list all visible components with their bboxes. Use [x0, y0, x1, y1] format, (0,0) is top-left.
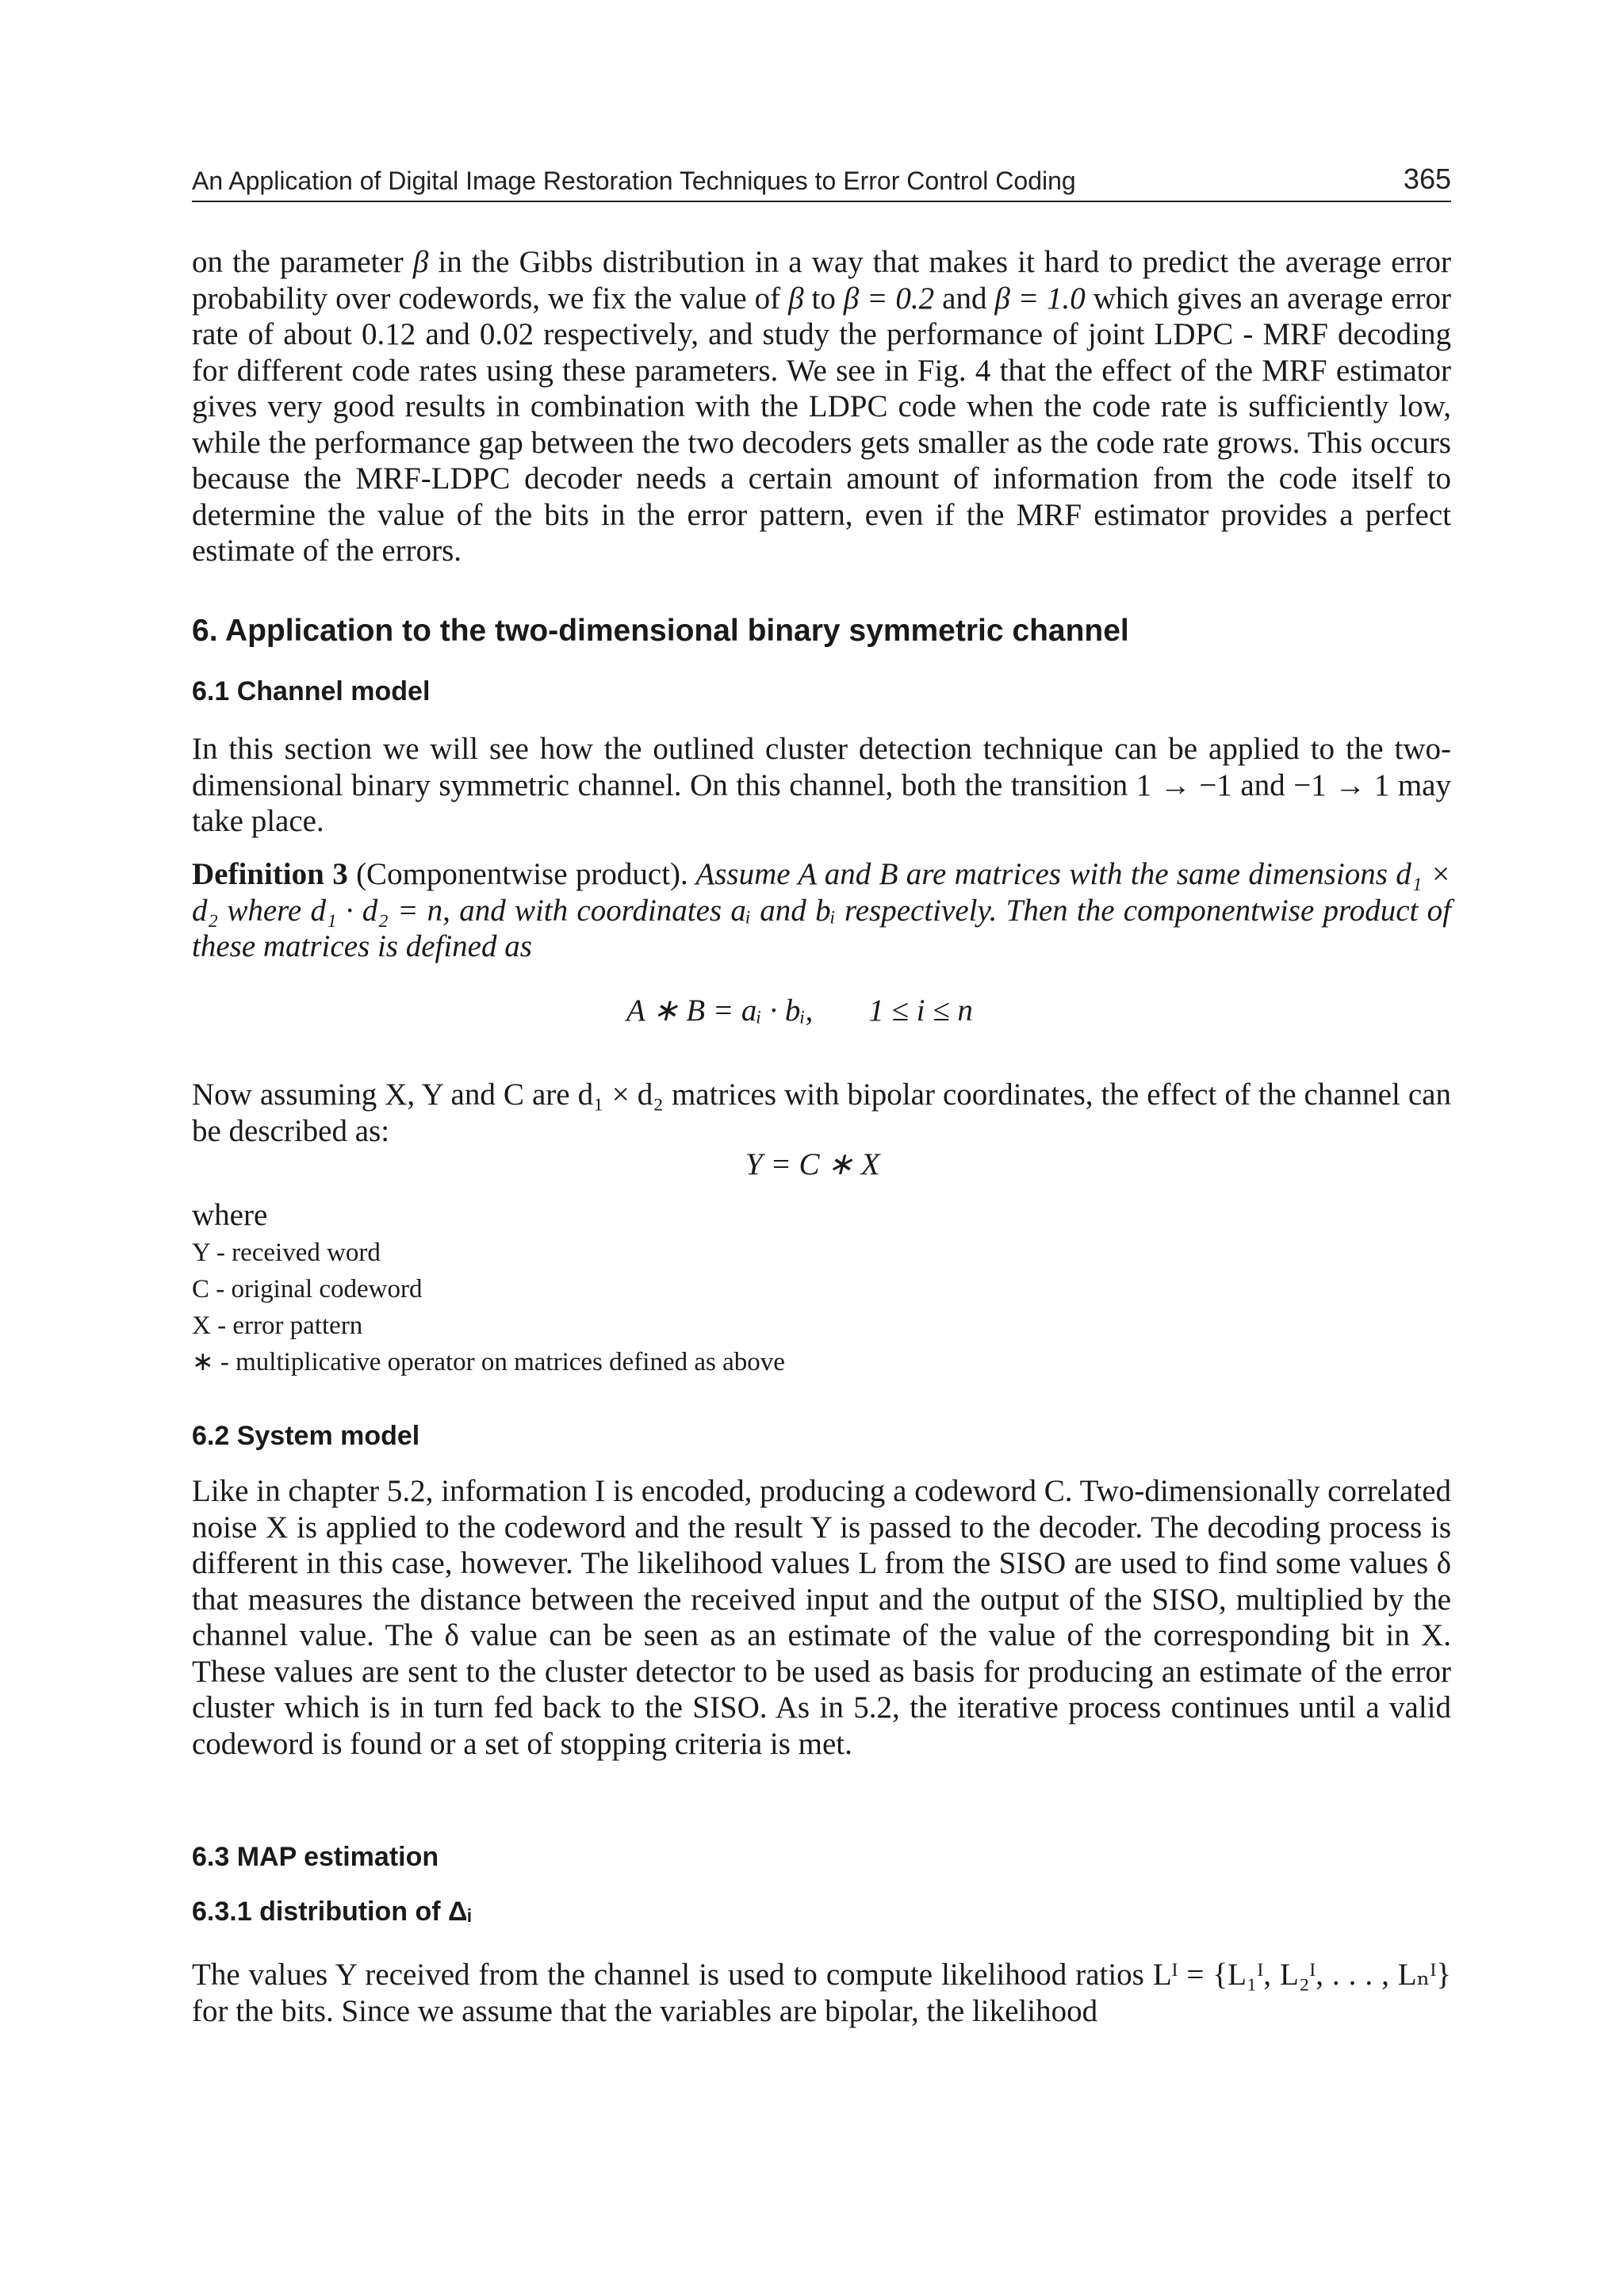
- section-heading-6: 6. Application to the two-dimensional binary symmetric channel: [192, 614, 1129, 648]
- section-heading-6-1: 6.1 Channel model: [192, 676, 431, 706]
- paragraph-system-model: Like in chapter 5.2, information I is encoded, producing a codeword C. Two-dimensionally correlated noise X is applied to the codeword and the result Y is passed to the decoder. The decoding process is different in this case, however. The likelihood values L from the SISO are used to find some values δ that measures the distance between the received input and the output of the SISO, multiplied by the channel value. The δ value can be seen as an estimate of the value of the corresponding bit in X. These values are sent to the cluster detector to be used as basis for producing an estimate of the error cluster which is in turn fed back to the SISO. As in 5.2, the iterative process continues until a valid codeword is found or a set of stopping criteria is met.: [192, 1474, 1451, 1761]
- where-item: ∗ - multiplicative operator on matrices defined as above: [192, 1348, 785, 1376]
- section-heading-6-3-1: 6.3.1 distribution of Δᵢ: [192, 1897, 472, 1927]
- running-header: [192, 163, 1451, 202]
- paragraph-channel-intro: In this section we will see how the outlined cluster detection technique can be applied to the two-dimensional binary symmetric channel. On this channel, both the transition 1 → −1 and −1 → 1 may take place.: [192, 732, 1451, 838]
- running-title: An Application of Digital Image Restoration Techniques to Error Control Coding: [192, 167, 1076, 195]
- section-heading-6-3: 6.3 MAP estimation: [192, 1842, 439, 1872]
- definition-label: Definition 3: [192, 857, 348, 891]
- equation-channel: Y = C ∗ X: [745, 1147, 880, 1181]
- where-item: C - original codeword: [192, 1275, 423, 1303]
- section-heading-6-2: 6.2 System model: [192, 1421, 420, 1451]
- page-number: 365: [1403, 163, 1451, 195]
- equation-componentwise-product: A ∗ B = aᵢ · bᵢ, 1 ≤ i ≤ n: [626, 993, 973, 1028]
- paragraph-distribution: The values Y received from the channel is used to compute likelihood ratios Lᴵ = {L₁ᴵ, L₂ᴵ, . . . , Lₙᴵ} for the bits. Since we assume that the variables are bipolar, the likelihood: [192, 1958, 1451, 2028]
- where-item: X - error pattern: [192, 1311, 363, 1340]
- where-item: Y - received word: [192, 1238, 381, 1267]
- where-label: where: [192, 1198, 268, 1232]
- paragraph-mrf-results: on the parameter β in the Gibbs distribution in a way that makes it hard to predict the average error probability over codewords, we fix the value of β to β = 0.2 and β = 1.0 which gives an average error rate of about 0.12 and 0.02 respectively, and study the performance of joint LDPC - MRF decoding for different code rates using these parameters. We see in Fig. 4 that the effect of the MRF estimator gives very good results in combination with the LDPC code when the code rate is sufficiently low, while the performance gap between the two decoders gets smaller as the code rate grows. This occurs because the MRF-LDPC decoder needs a certain amount of information from the code itself to determine the value of the bits in the error pattern, even if the MRF estimator provides a perfect estimate of the errors.: [192, 245, 1451, 568]
- paragraph-channel-effect: Now assuming X, Y and C are d₁ × d₂ matrices with bipolar coordinates, the effect of the channel can be described as:: [192, 1078, 1451, 1148]
- definition-3: Definition 3 (Componentwise product). Assume A and B are matrices with the same dimensions d₁ × d₂ where d₁ · d₂ = n, and with coordinates aᵢ and bᵢ respectively. Then the componentwise product of these matrices is defined as: [192, 857, 1451, 963]
